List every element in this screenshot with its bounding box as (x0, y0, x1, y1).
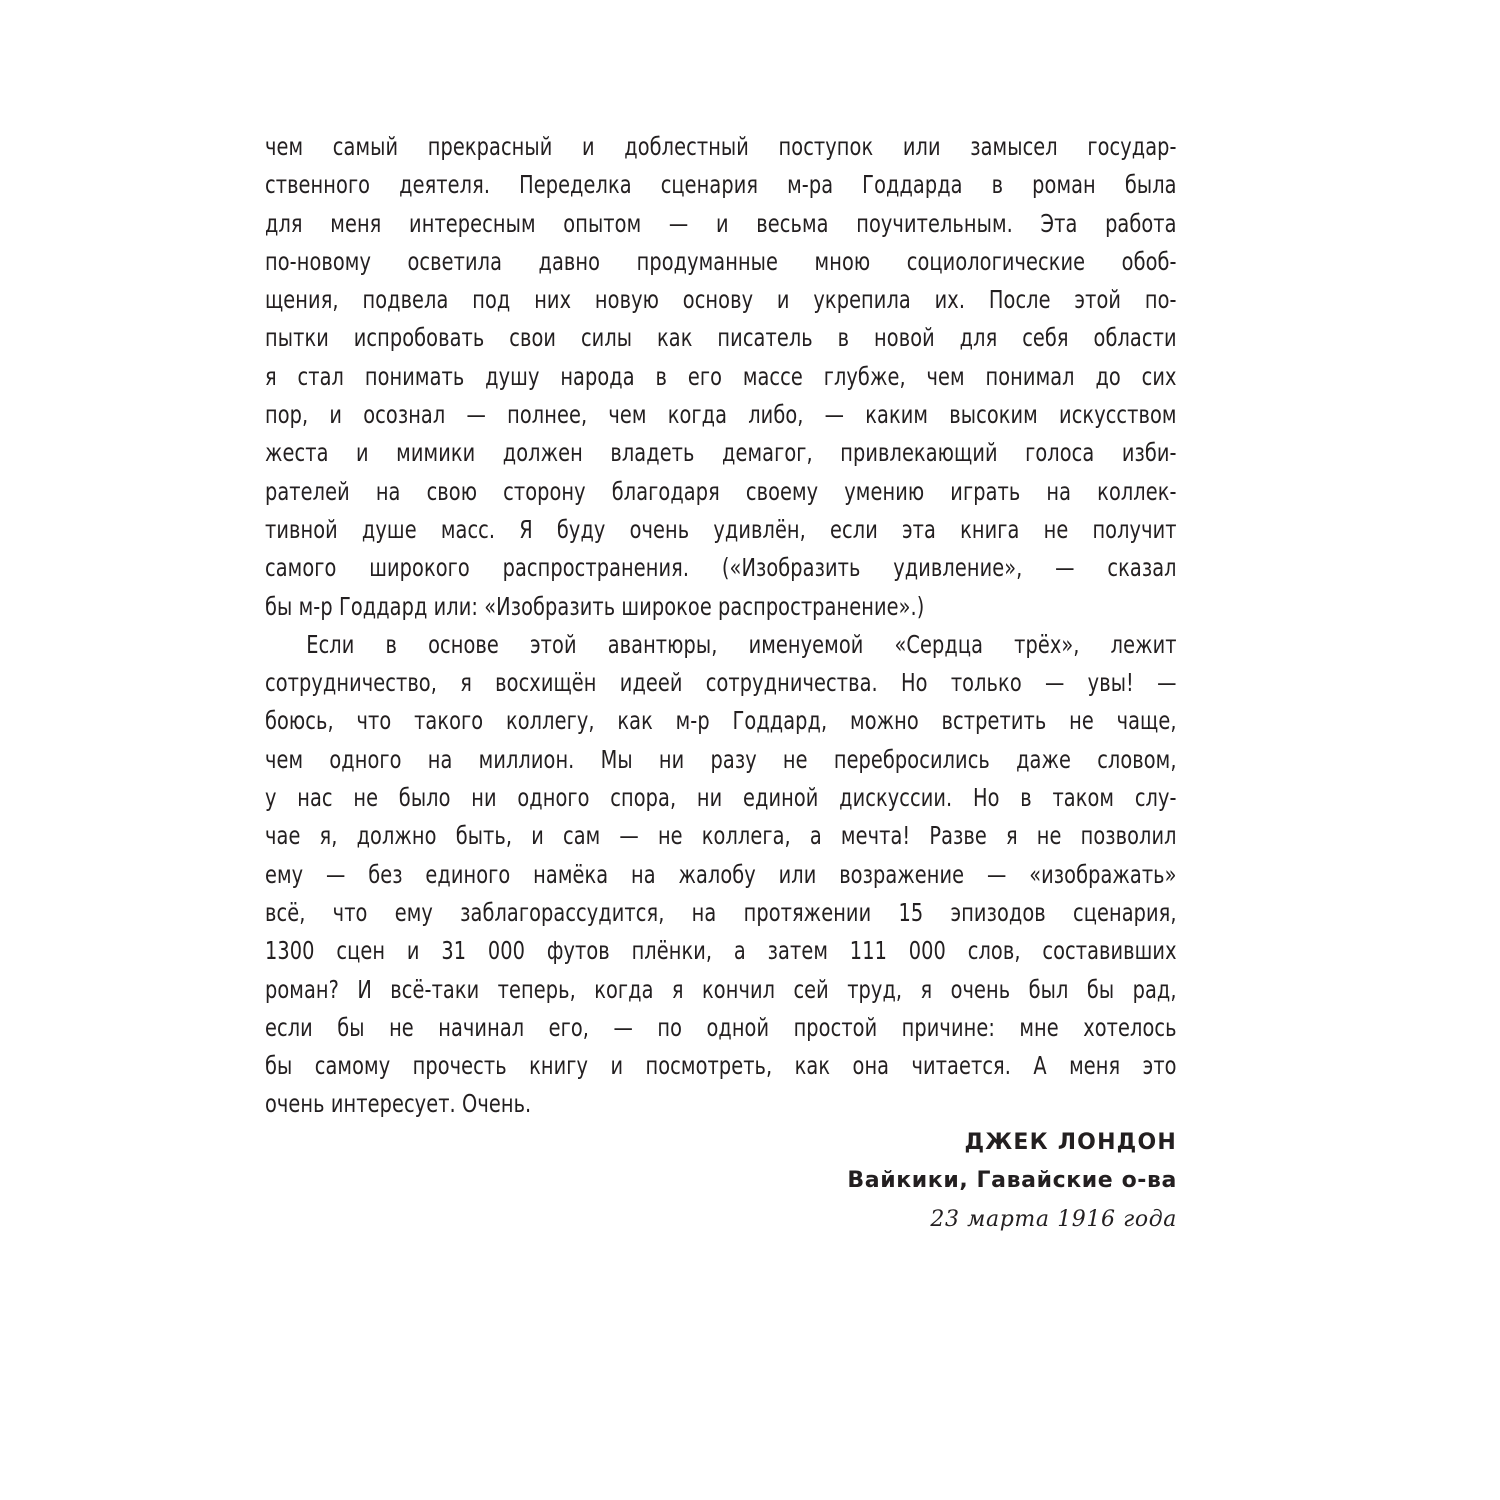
text-line: тивной душе масс. Я буду очень удивлён, если эта книга не получит (265, 514, 1177, 544)
text-line: боюсь, что такого коллегу, как м-р Годдард, можно встретить не чаще, (265, 706, 1177, 736)
text-line: для меня интересным опытом — и весьма поучительным. Эта работа (265, 208, 1177, 238)
paragraph-2 (265, 626, 1177, 1124)
text-line: чем одного на миллион. Мы ни разу не перебросились даже словом, (265, 744, 1177, 774)
text-line: я стал понимать душу народа в его массе глубже, чем понимал до сих (265, 361, 1177, 391)
signature-block (265, 1124, 1177, 1240)
text-line: по-новому осветила давно продуманные мною социологические обоб- (265, 246, 1177, 276)
text-line: 1300 сцен и 31 000 футов плёнки, а затем 111 000 слов, составивших (265, 936, 1177, 966)
text-line: ственного деятеля. Переделка сценария м-ра Годдарда в роман была (265, 170, 1177, 200)
text-line: щения, подвела под них новую основу и укрепила их. После этой по- (265, 285, 1177, 315)
text-line: бы м-р Годдард или: «Изобразить широкое распространение».) (265, 591, 925, 621)
text-line: у нас не было ни одного спора, ни единой дискуссии. Но в таком слу- (265, 783, 1177, 813)
text-line: чае я, должно быть, и сам — не коллега, а мечта! Разве я не позволил (265, 821, 1177, 851)
text-line: очень интересует. Очень. (265, 1089, 532, 1119)
paragraph-1 (265, 128, 1177, 626)
author-name: ДЖЕК ЛОНДОН (964, 1129, 1177, 1155)
text-line: пор, и осознал — полнее, чем когда либо, — каким высоким искусством (265, 400, 1177, 430)
text-line: бы самому прочесть книгу и посмотреть, как она читается. А меня это (265, 1051, 1177, 1081)
text-line: Если в основе этой авантюры, именуемой «Сердца трёх», лежит (306, 629, 1177, 659)
signature-place: Вайкики, Гавайские о-ва (847, 1168, 1177, 1194)
text-line: сотрудничество, я восхищён идеей сотрудничества. Но только — увы! — (265, 668, 1177, 698)
text-line: если бы не начинал его, — по одной простой причине: мне хотелось (265, 1012, 1177, 1042)
book-page (265, 128, 1177, 1239)
signature-date: 23 марта 1916 года (930, 1206, 1177, 1232)
text-line: ему — без единого намёка на жалобу или возражение — «изображать» (265, 859, 1177, 889)
text-line: жеста и мимики должен владеть демагог, привлекающий голоса изби- (265, 438, 1177, 468)
text-line: самого широкого распространения. («Изобразить удивление», — сказал (265, 553, 1177, 583)
text-line: пытки испробовать свои силы как писатель в новой для себя области (265, 323, 1177, 353)
text-line: рателей на свою сторону благодаря своему умению играть на коллек- (265, 476, 1177, 506)
text-line: всё, что ему заблагорассудится, на протяжении 15 эпизодов сценария, (265, 897, 1177, 927)
text-line: чем самый прекрасный и доблестный поступок или замысел государ- (265, 132, 1177, 161)
text-line: роман? И всё-таки теперь, когда я кончил сей труд, я очень был бы рад, (265, 974, 1177, 1004)
